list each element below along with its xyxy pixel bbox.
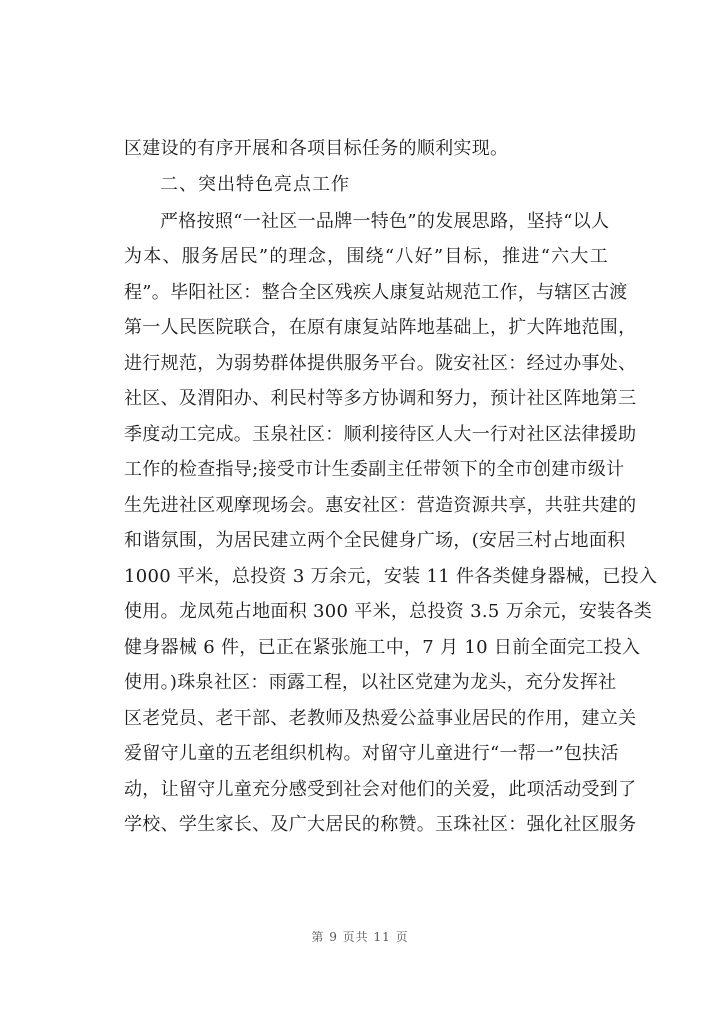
text-line: 爱留守儿童的五老组织机构。对留守儿童进行“一帮一”包扶活 — [124, 743, 619, 764]
text-line: 社区、及渭阳办、利民村等多方协调和努力，预计社区阵地第三 — [124, 388, 637, 409]
section-heading: 二、突出特色亮点工作 — [160, 174, 350, 195]
text-line: 使用。)珠泉社区：雨露工程，以社区党建为龙头，充分发挥社 — [124, 672, 617, 693]
text-line: 程”。毕阳社区：整合全区残疾人康复站规范工作，与辖区古渡 — [124, 282, 628, 303]
text-line: 第一人民医院联合，在原有康复站阵地基础上，扩大阵地范围， — [124, 317, 637, 338]
text-line: 生先进社区观摩现场会。惠安社区：营造资源共享，共驻共建的 — [124, 495, 637, 516]
text-line: 为本、服务居民”的理念，围绕“八好”目标，推进“六大工 — [124, 246, 608, 267]
text-line: 动，让留守儿童充分感受到社会对他们的关爱，此项活动受到了 — [124, 779, 637, 800]
text-line: 进行规范，为弱势群体提供服务平台。陇安社区：经过办事处、 — [124, 353, 637, 374]
text-line: 和谐氛围，为居民建立两个全民健身广场，(安居三村占地面积 — [124, 530, 626, 551]
text-line: 区建设的有序开展和各项目标任务的顺利实现。 — [124, 138, 509, 159]
text-line: 工作的检查指导;接受市计生委副主任带领下的全市创建市级计 — [124, 459, 625, 480]
text-line: 健身器械 6 件，已正在紧张施工中，7 月 10 日前全面完工投入 — [124, 637, 641, 658]
text-line: 学校、学生家长、及广大居民的称赞。玉珠社区：强化社区服务 — [124, 814, 637, 835]
text-line: 使用。龙凤苑占地面积 300 平米，总投资 3.5 万余元，安装各类 — [124, 601, 653, 622]
text-line: 季度动工完成。玉泉社区：顺利接待区人大一行对社区法律援助 — [124, 424, 637, 445]
text-line: 1000 平米，总投资 3 万余元，安装 11 件各类健身器械，已投入 — [124, 566, 658, 587]
text-line: 区老党员、老干部、老教师及热爱公益事业居民的作用，建立关 — [124, 708, 637, 729]
text-line: 严格按照“一社区一品牌一特色”的发展思路，坚持“以人 — [160, 211, 610, 232]
page-footer: 第 9 页共 11 页 — [311, 930, 409, 944]
